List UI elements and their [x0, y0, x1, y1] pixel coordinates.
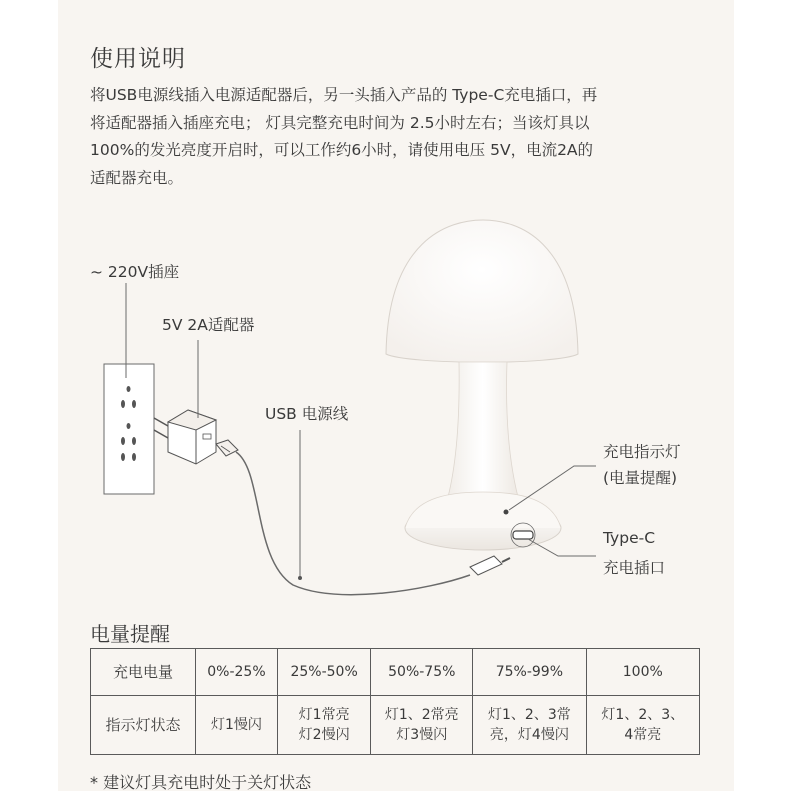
- table-row: [91, 649, 700, 696]
- status-text: 灯1、2、3常: [488, 707, 571, 723]
- table-cell: [196, 696, 278, 755]
- table-cell: 100%: [586, 649, 699, 696]
- indicator-label-note: (电量提醒): [603, 469, 678, 487]
- lamp-icon: [386, 220, 578, 550]
- table-cell: [586, 696, 699, 755]
- status-text: 灯1常亮: [298, 707, 350, 723]
- indicator-label: 充电指示灯: [603, 443, 681, 461]
- port-label-desc: 充电插口: [603, 559, 666, 577]
- battery-section-title: 电量提醒: [90, 622, 170, 646]
- adapter-icon: [154, 410, 216, 464]
- table-cell: 25%-50%: [277, 649, 370, 696]
- table-row: [91, 696, 700, 755]
- port-label: Type-C: [603, 529, 656, 547]
- status-text: 亮，灯4慢闪: [489, 727, 569, 743]
- status-text: 灯1、2常亮: [384, 707, 459, 723]
- instruction-line: 适配器充电。: [90, 168, 184, 187]
- instruction-panel: [58, 0, 734, 791]
- cable-label: USB 电源线: [265, 405, 349, 423]
- instruction-line: 将适配器插入插座充电； 灯具完整充电时间为 2.5小时左右；当该灯具以: [90, 113, 590, 132]
- charging-note: * 建议灯具充电时处于关灯状态: [90, 773, 312, 791]
- instruction-line: 将USB电源线插入电源适配器后，另一头插入产品的 Type-C充电插口，再: [90, 86, 598, 104]
- table-cell: 75%-99%: [473, 649, 586, 696]
- status-text: 灯1慢闪: [211, 717, 262, 733]
- status-text: 灯3慢闪: [396, 727, 448, 743]
- table-cell: [473, 696, 586, 755]
- table-cell: [371, 696, 473, 755]
- table-cell: 0%-25%: [196, 649, 278, 696]
- instruction-line: 100%的发光亮度开启时，可以工作约6小时，请使用电压 5V，电流2A的: [90, 141, 594, 159]
- table-cell: 50%-75%: [371, 649, 473, 696]
- status-text: 灯1、2、3、: [601, 707, 685, 723]
- table-cell: [277, 696, 370, 755]
- battery-indicator-table: [90, 648, 700, 755]
- type-c-plug-icon: [470, 556, 510, 575]
- table-header-cell: 充电电量: [91, 649, 196, 696]
- status-text: 灯2慢闪: [298, 727, 350, 743]
- adapter-label: 5V 2A适配器: [162, 316, 255, 334]
- wall-socket-icon: [104, 364, 154, 494]
- usb-plug-icon: [216, 440, 238, 456]
- table-header-cell: 指示灯状态: [91, 696, 196, 755]
- status-text: 4常亮: [624, 727, 662, 743]
- page-title: 使用说明: [90, 46, 186, 72]
- socket-label: ~ 220V插座: [90, 263, 180, 281]
